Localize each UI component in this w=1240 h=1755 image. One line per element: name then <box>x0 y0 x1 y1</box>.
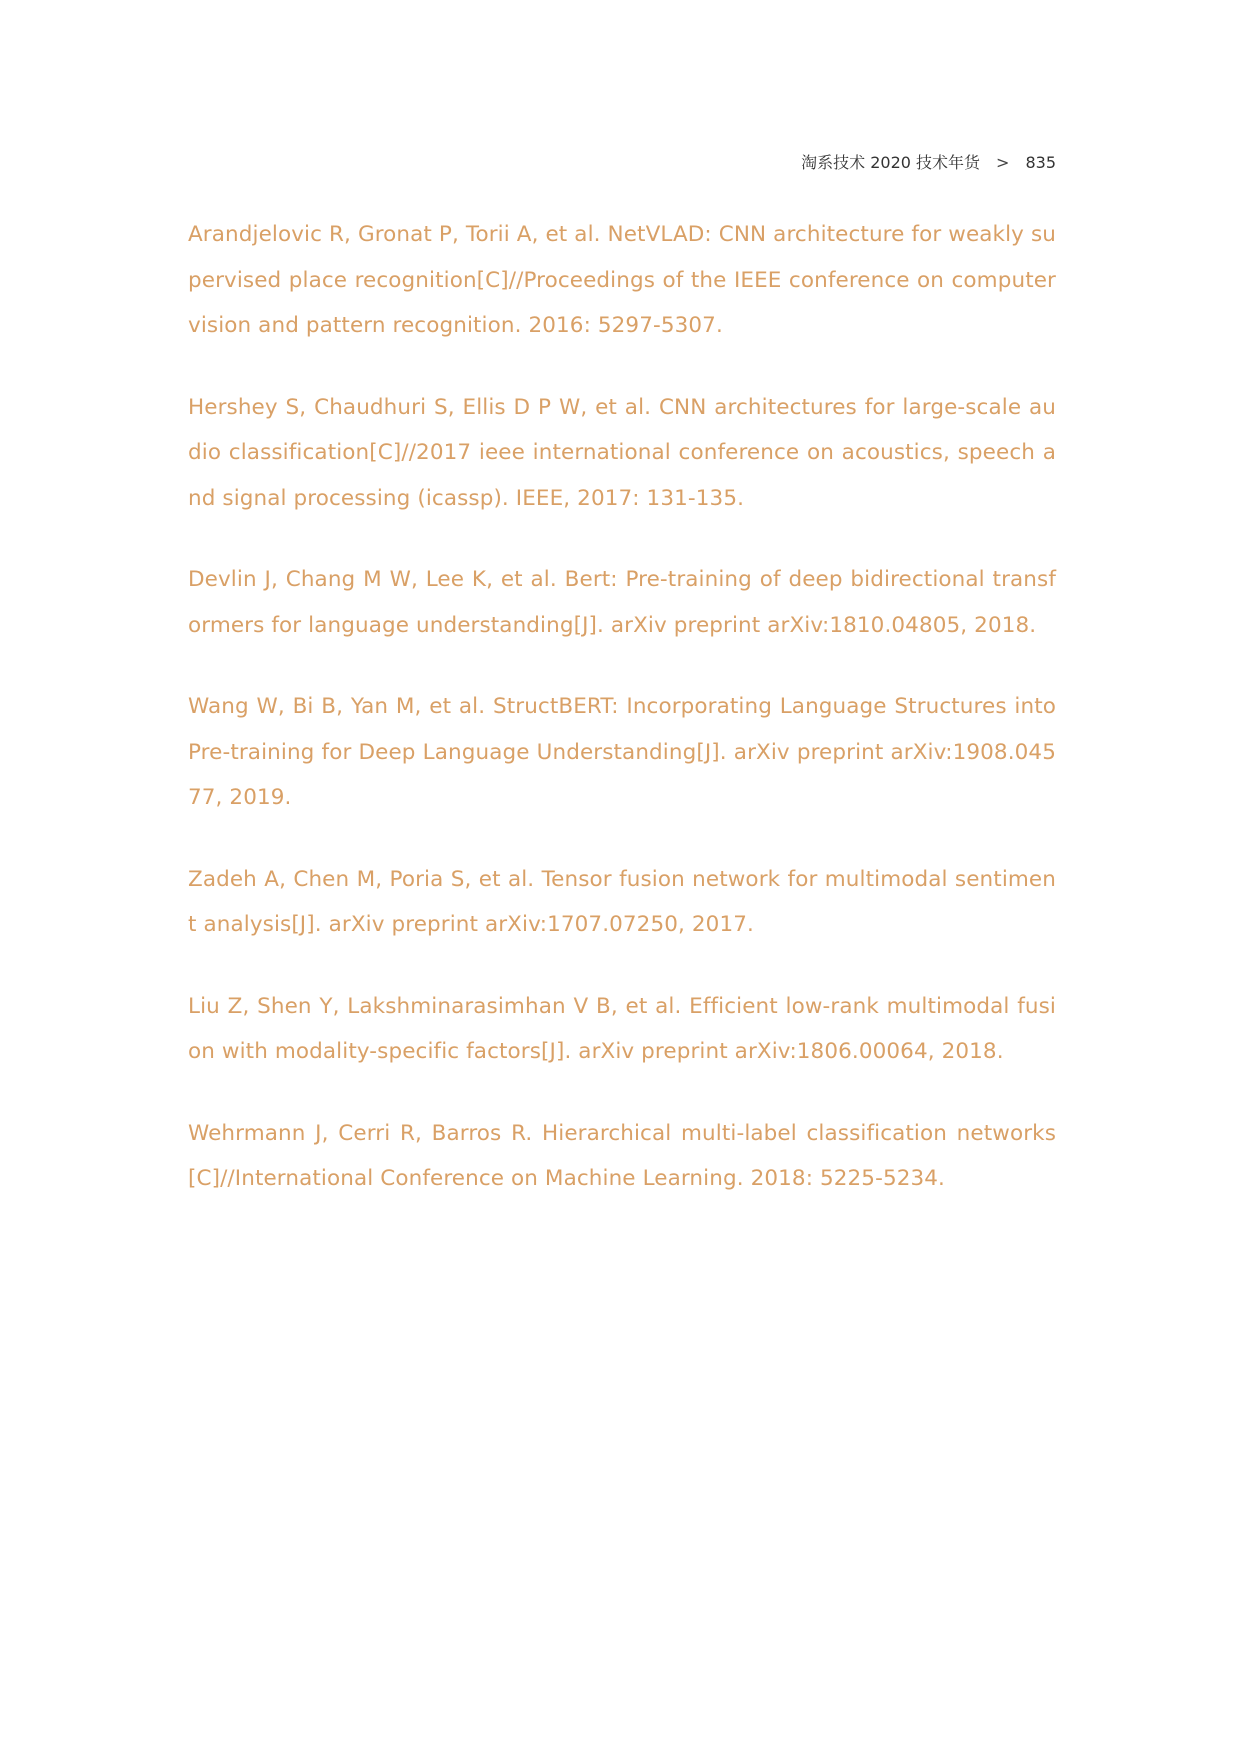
book-title: 淘系技术 2020 技术年货 <box>801 153 981 172</box>
header-separator: > <box>996 153 1010 172</box>
reference-item: Devlin J, Chang M W, Lee K, et al. Bert: Pre-training of deep bidirectional transformers for language understanding[J]. arXiv preprint arXiv:1810.04805, 2018. <box>188 567 1056 638</box>
reference-list <box>188 212 1056 1238</box>
reference-item: Wang W, Bi B, Yan M, et al. StructBERT: Incorporating Language Structures into Pre-training for Deep Language Understanding[J]. arXiv preprint arXiv:1908.04577, 2019. <box>188 694 1056 810</box>
reference-item: Zadeh A, Chen M, Poria S, et al. Tensor fusion network for multimodal sentiment analysis[J]. arXiv preprint arXiv:1707.07250, 2017. <box>188 866 1056 937</box>
reference-item: Arandjelovic R, Gronat P, Torii A, et al. NetVLAD: CNN architecture for weakly supervised place recognition[C]//Proceedings of the IEEE conference on computer vision and pattern recognition. 2016: 5297-5307. <box>188 222 1056 338</box>
page-number: 835 <box>1025 153 1056 172</box>
page-header <box>801 150 1056 173</box>
reference-item: Hershey S, Chaudhuri S, Ellis D P W, et al. CNN architectures for large-scale audio classification[C]//2017 ieee international conference on acoustics, speech and signal processing (icassp). IEEE, 2017: 131-135. <box>188 394 1056 511</box>
reference-item: Liu Z, Shen Y, Lakshminarasimhan V B, et al. Efficient low-rank multimodal fusion with modality-specific factors[J]. arXiv preprint arXiv:1806.00064, 2018. <box>188 993 1056 1064</box>
reference-item: Wehrmann J, Cerri R, Barros R. Hierarchical multi-label classification networks[C]//International Conference on Machine Learning. 2018: 5225-5234. <box>188 1120 1056 1191</box>
